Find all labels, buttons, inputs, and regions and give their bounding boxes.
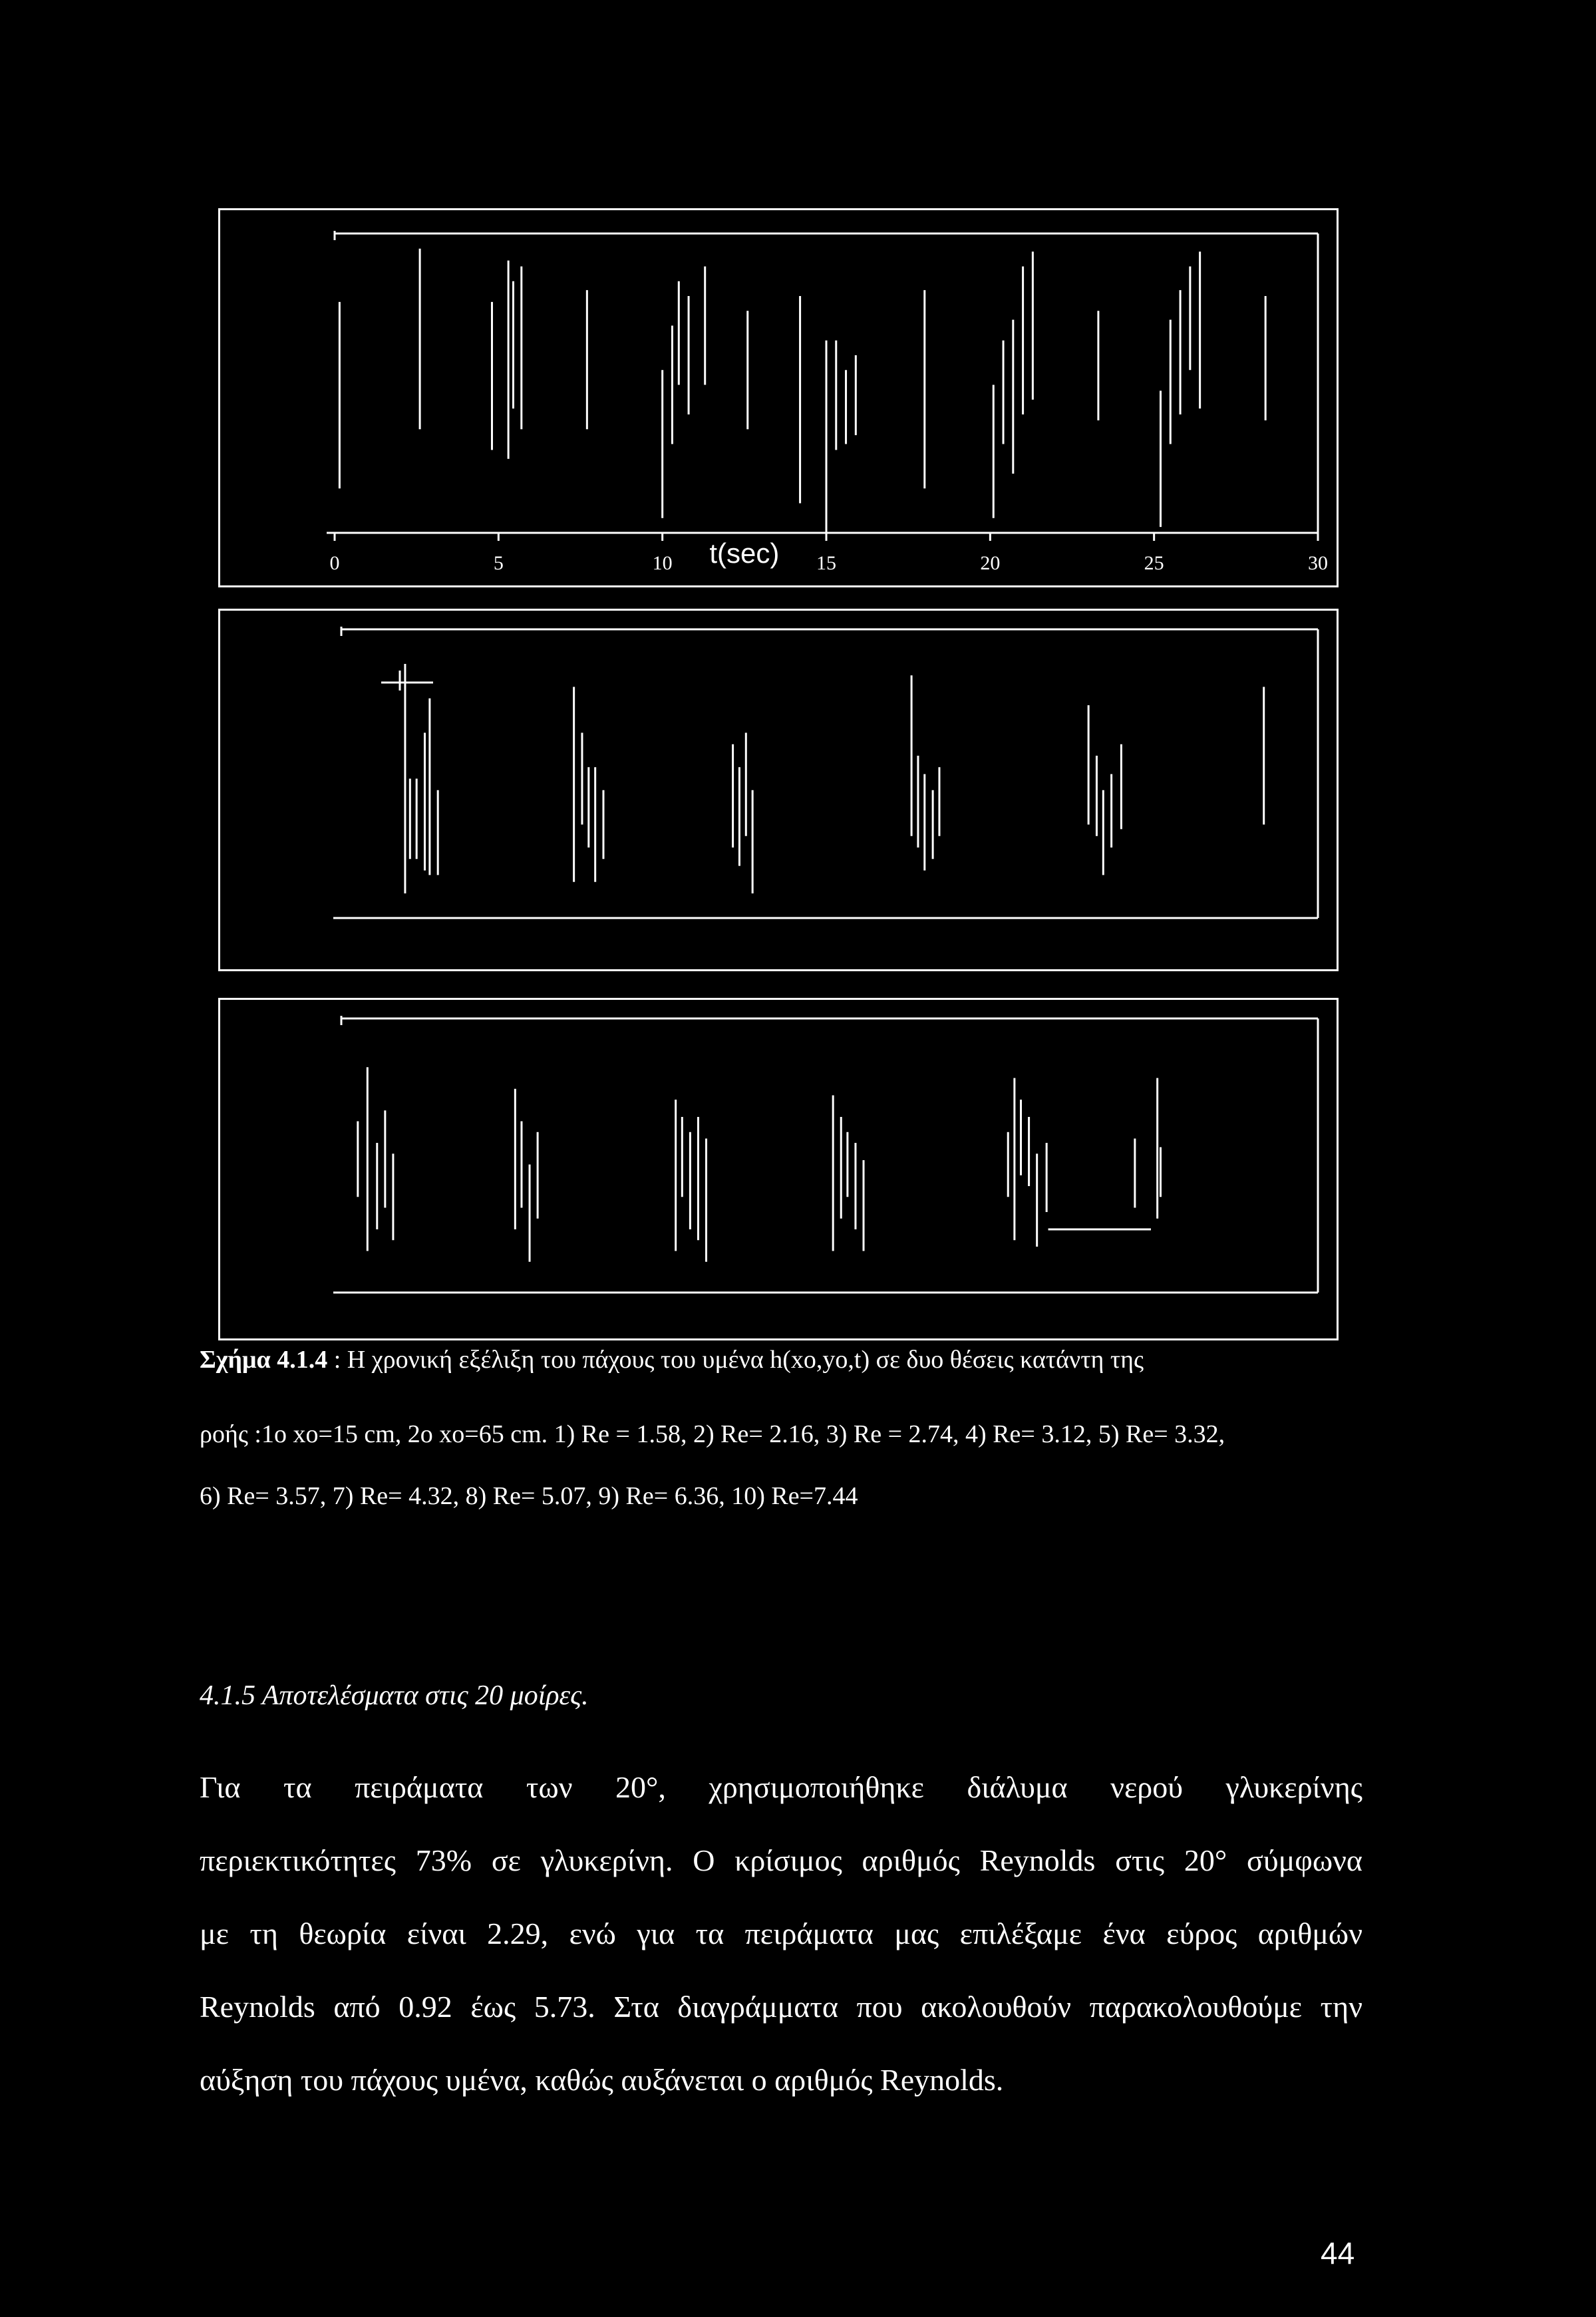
caption-line-3: 6) Re= 3.57, 7) Re= 4.32, 8) Re= 5.07, 9) Re= 6.36, 10) Re=7.44 [200,1482,858,1510]
plot-middle [220,611,1337,969]
x-tick-label: 30 [1308,552,1328,574]
paragraph-line-5: αύξηση του πάχους υμένα, καθώς αυξάνεται ο αριθμός Reynolds. [200,2063,1004,2097]
paragraph-line-3: με τη θεωρία είναι 2.29, ενώ για τα πειράματα μας επιλέξαμε ένα εύρος αριθμών [200,1917,1362,1950]
paragraph-line-4: Reynolds από 0.92 έως 5.73. Στα διαγράμματα που ακολουθούν παρακολουθούμε την [200,1990,1362,2024]
paragraph-line-1: Για τα πειράματα των 20°, χρησιμοποιήθηκε διάλυμα νερού γλυκερίνης [200,1770,1362,1804]
x-tick-label: 0 [329,552,340,574]
x-axis-label: t(sec) [709,538,780,569]
x-tick-label: 5 [493,552,504,574]
x-tick-label: 15 [816,552,836,574]
caption-line-1: : Η χρονική εξέλιξη του πάχους του υμένα h(xo,yo,t) σε δυο θέσεις κατάντη της [327,1346,1144,1374]
paragraph-line-2: περιεκτικότητες 73% σε γλυκερίνη. Ο κρίσιμος αριθμός Reynolds στις 20° σύμφωνα [200,1843,1362,1877]
x-tick-label: 20 [980,552,1001,574]
figure-panel-bottom [218,998,1339,1340]
caption-line-2: ροής :1ο xo=15 cm, 2o xo=65 cm. 1) Re = 1.58, 2) Re= 2.16, 3) Re = 2.74, 4) Re= 3.12, 5) Re= 3.32, [200,1420,1225,1448]
figure-panel-top [218,208,1339,587]
figure-panel-middle [218,609,1339,971]
figure-caption [200,1347,1397,1372]
caption-label: Σχήμα 4.1.4 [200,1346,328,1374]
section-title: 4.1.5 Αποτελέσματα στις 20 μοίρες. [200,1680,589,1711]
plot-top [220,210,1337,585]
plot-bottom [220,1000,1337,1338]
x-tick-label: 10 [652,552,673,574]
page-number: 44 [1321,2236,1355,2270]
x-tick-label: 25 [1144,552,1164,574]
